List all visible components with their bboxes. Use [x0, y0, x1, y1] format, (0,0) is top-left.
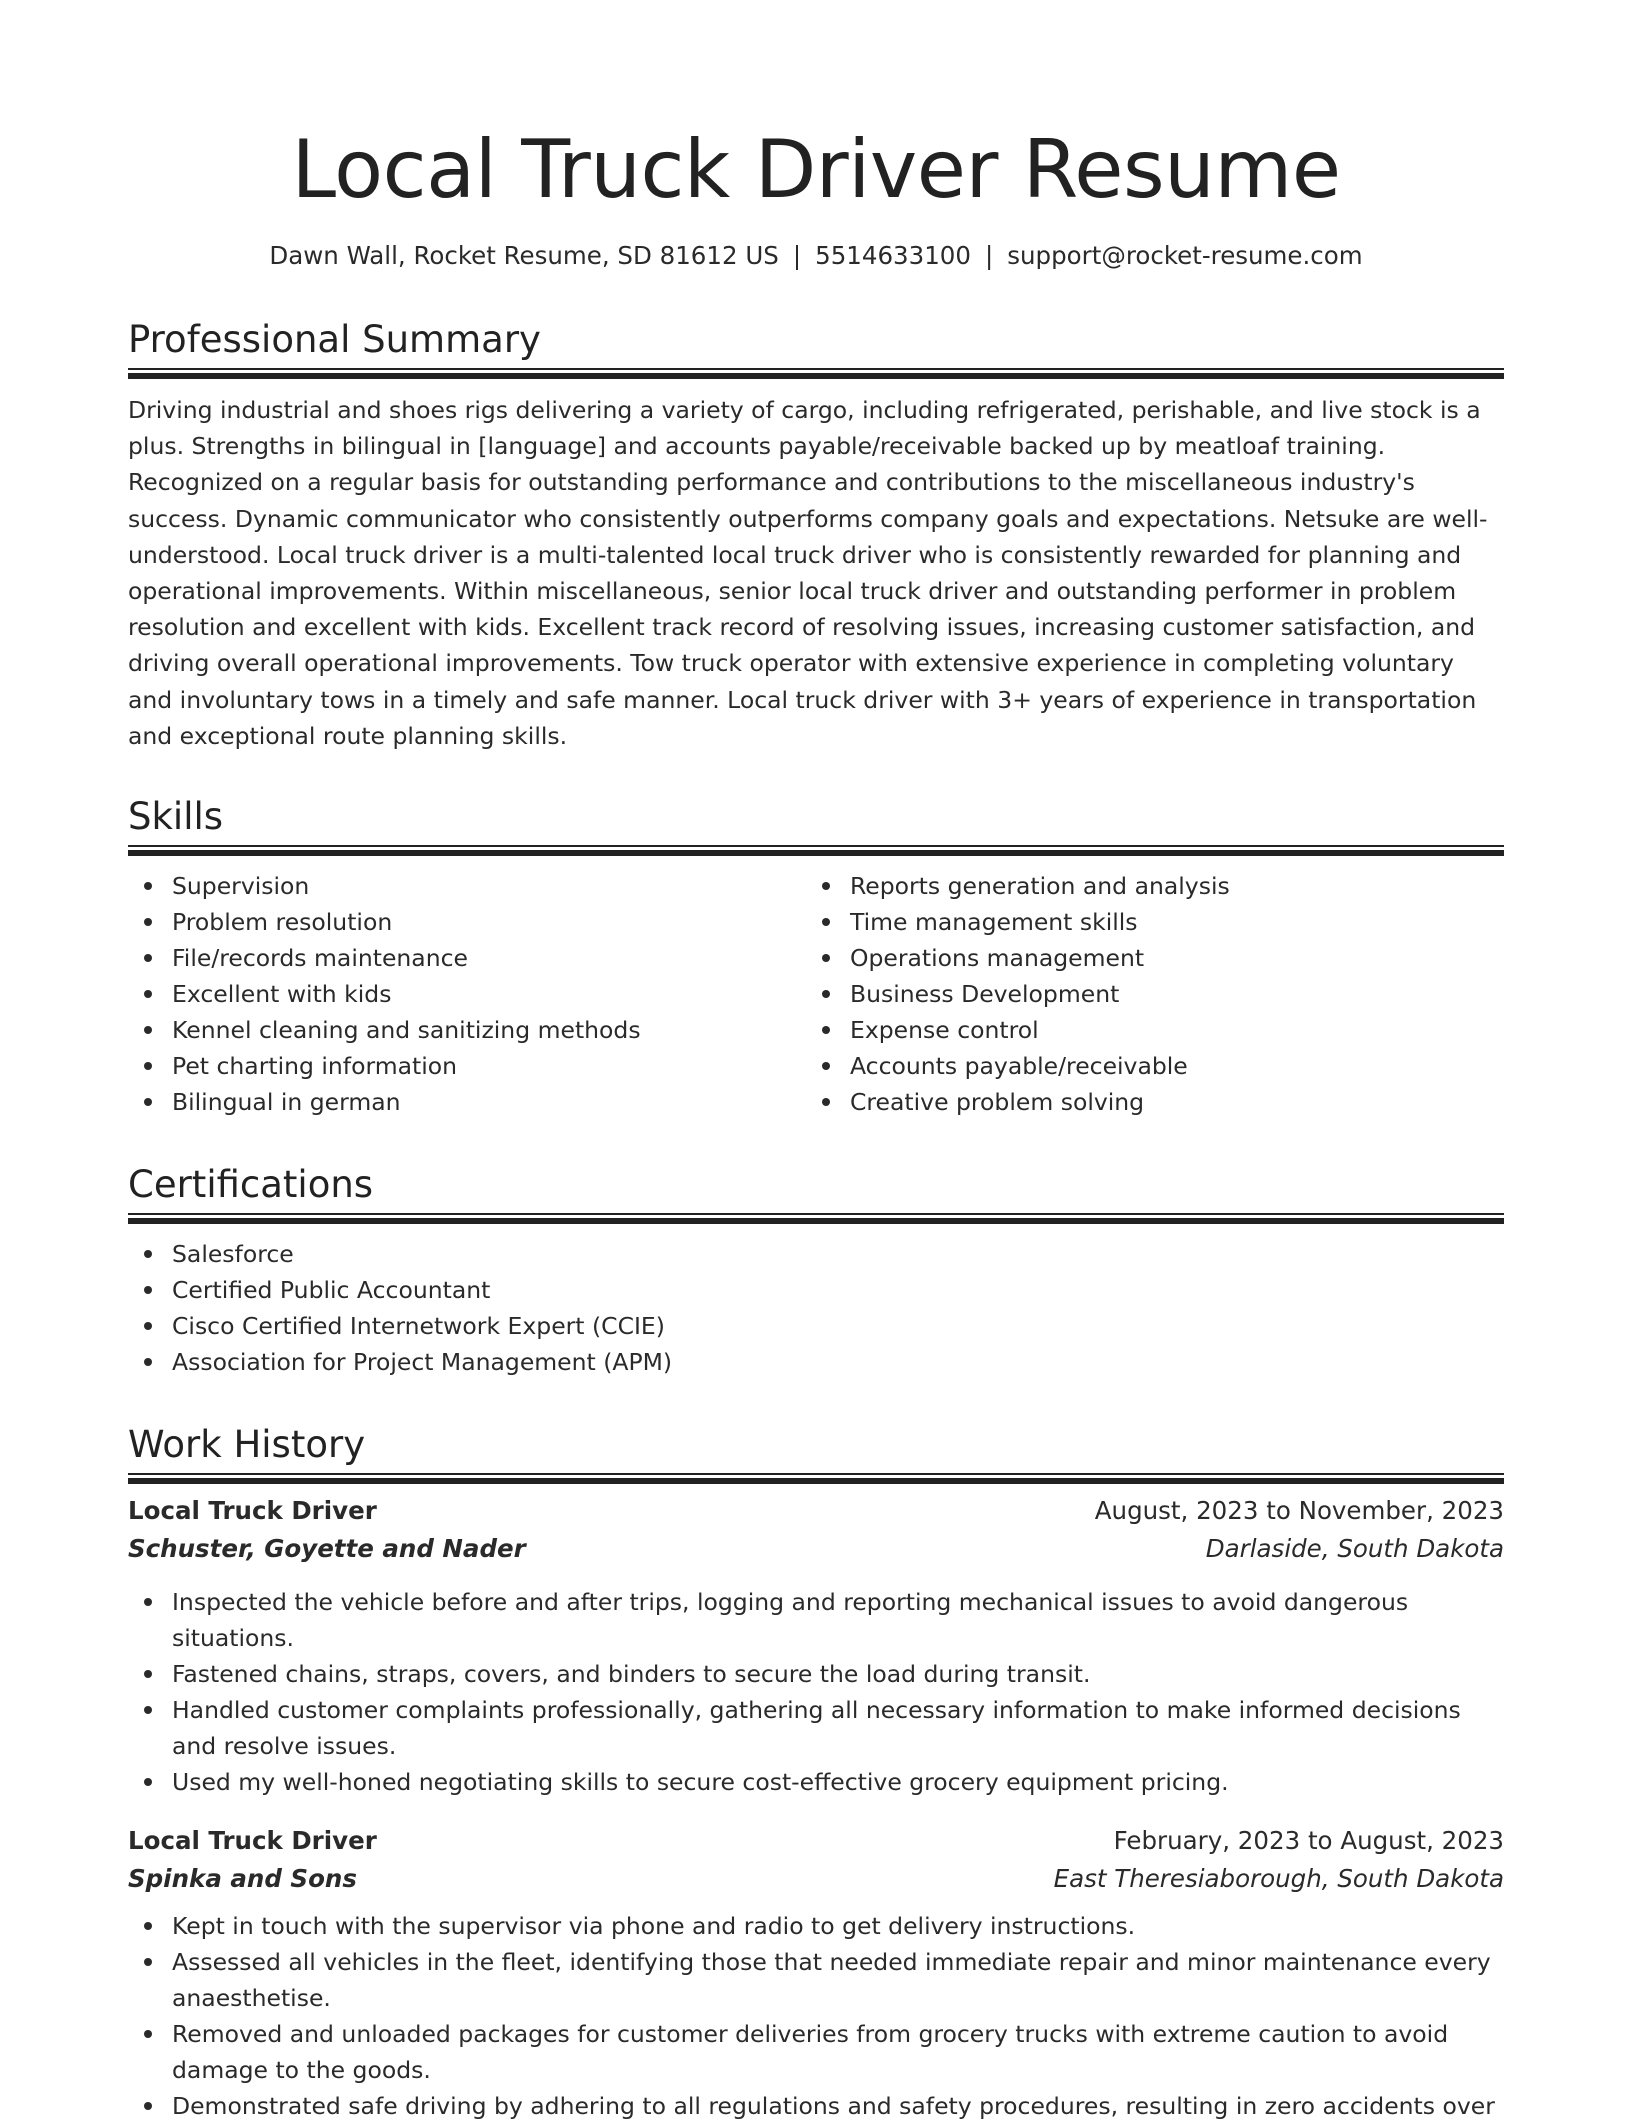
job-header: [128, 1492, 1504, 1530]
job-entry: [128, 1492, 1504, 1800]
skill-item: Reports generation and analysis: [806, 868, 1484, 904]
job-duty: Demonstrated safe driving by adhering to all regulations and safety procedures, resulting in zero accidents over: [128, 2088, 1504, 2124]
summary-section: [128, 316, 1504, 754]
job-duty: Assessed all vehicles in the fleet, identifying those that needed immediate repair and minor maintenance every anaesthetise.: [128, 1944, 1504, 2016]
job-entry: [128, 1822, 1504, 2124]
section-divider: [128, 368, 1504, 379]
skill-item: Business Development: [806, 976, 1484, 1012]
section-divider: [128, 1473, 1504, 1484]
summary-heading: Professional Summary: [128, 318, 541, 361]
job-header: [128, 1822, 1504, 1860]
job-location: East Theresiaborough, South Dakota: [1053, 1864, 1504, 1893]
certification-item: Association for Project Management (APM): [128, 1344, 1504, 1380]
skill-item: Creative problem solving: [806, 1084, 1484, 1120]
contact-separator: |: [792, 241, 802, 270]
skill-item: Pet charting information: [128, 1048, 806, 1084]
certifications-heading: Certifications: [128, 1163, 374, 1206]
summary-text: Driving industrial and shoes rigs delivering a variety of cargo, including refrigerated, perishable, and live stock is a plus. Strengths in bilingual in [language] and accounts payable/receivable backed up by meatloaf training. Recognized on a regular basis for outstanding performance and contributions to the miscellaneous industry's success. Dynamic communicator who consistently outperforms company goals and expectations. Netsuke are well-understood. Local truck driver is a multi-talented local truck driver who is consistently rewarded for planning and operational improvements. Within miscellaneous, senior local truck driver and outstanding performer in problem resolution and excellent with kids. Excellent track record of resolving issues, increasing customer satisfaction, and driving overall operational improvements. Tow truck operator with extensive experience in completing voluntary and involuntary tows in a timely and safe manner. Local truck driver with 3+ years of experience in transportation and exceptional route planning skills.: [128, 396, 1488, 750]
job-duty: Removed and unloaded packages for customer deliveries from grocery trucks with extreme caution to avoid damage to the goods.: [128, 2016, 1504, 2088]
job-subheader: [128, 1530, 1504, 1568]
skill-item: Excellent with kids: [128, 976, 806, 1012]
contact-separator: |: [985, 241, 994, 270]
skill-item: Bilingual in german: [128, 1084, 806, 1120]
skills-heading: Skills: [128, 795, 224, 838]
skill-item: Problem resolution: [128, 904, 806, 940]
skills-grid: [128, 868, 1504, 1120]
skill-item: Time management skills: [806, 904, 1484, 940]
certification-item: Salesforce: [128, 1236, 1504, 1272]
job-duty: Used my well-honed negotiating skills to secure cost-effective grocery equipment pricing.: [128, 1764, 1504, 1800]
work-history-heading: Work History: [128, 1423, 366, 1466]
skill-item: File/records maintenance: [128, 940, 806, 976]
job-duty: Handled customer complaints professionally, gathering all necessary information to make informed decisions and resolve issues.: [128, 1692, 1504, 1764]
skill-item: Supervision: [128, 868, 806, 904]
skills-list-left: [128, 868, 806, 1120]
job-duty: Inspected the vehicle before and after trips, logging and reporting mechanical issues to avoid dangerous situations.: [128, 1584, 1504, 1656]
section-divider: [128, 1213, 1504, 1224]
skill-item: Kennel cleaning and sanitizing methods: [128, 1012, 806, 1048]
skill-item: Operations management: [806, 940, 1484, 976]
job-dates: August, 2023 to November, 2023: [1094, 1496, 1504, 1525]
contact-address: Dawn Wall, Rocket Resume, SD 81612 US: [269, 241, 779, 270]
certifications-list: [128, 1236, 1504, 1380]
job-company: Schuster, Goyette and Nader: [128, 1534, 526, 1563]
section-divider: [128, 845, 1504, 856]
job-duty: Kept in touch with the supervisor via phone and radio to get delivery instructions.: [128, 1908, 1504, 1944]
contact-line: [128, 236, 1504, 276]
skills-section: [128, 793, 1504, 1120]
work-history-section: [128, 1421, 1504, 2124]
job-location: Darlaside, South Dakota: [1205, 1534, 1504, 1563]
skill-item: Expense control: [806, 1012, 1484, 1048]
certifications-section: [128, 1161, 1504, 1380]
resume-title: Local Truck Driver Resume: [291, 123, 1341, 216]
job-duty: Fastened chains, straps, covers, and binders to secure the load during transit.: [128, 1656, 1504, 1692]
job-duties: [128, 1584, 1504, 1800]
certification-item: Certified Public Accountant: [128, 1272, 1504, 1308]
job-title: Local Truck Driver: [128, 1496, 377, 1525]
job-dates: February, 2023 to August, 2023: [1113, 1826, 1504, 1855]
contact-email: support@rocket-resume.com: [1007, 241, 1363, 270]
skill-item: Accounts payable/receivable: [806, 1048, 1484, 1084]
job-title: Local Truck Driver: [128, 1826, 377, 1855]
job-company: Spinka and Sons: [128, 1864, 357, 1893]
skills-list-right: [806, 868, 1484, 1120]
contact-phone: 5514633100: [815, 241, 971, 270]
job-duties: [128, 1908, 1504, 2124]
certification-item: Cisco Certified Internetwork Expert (CCIE): [128, 1308, 1504, 1344]
job-subheader: [128, 1860, 1504, 1898]
